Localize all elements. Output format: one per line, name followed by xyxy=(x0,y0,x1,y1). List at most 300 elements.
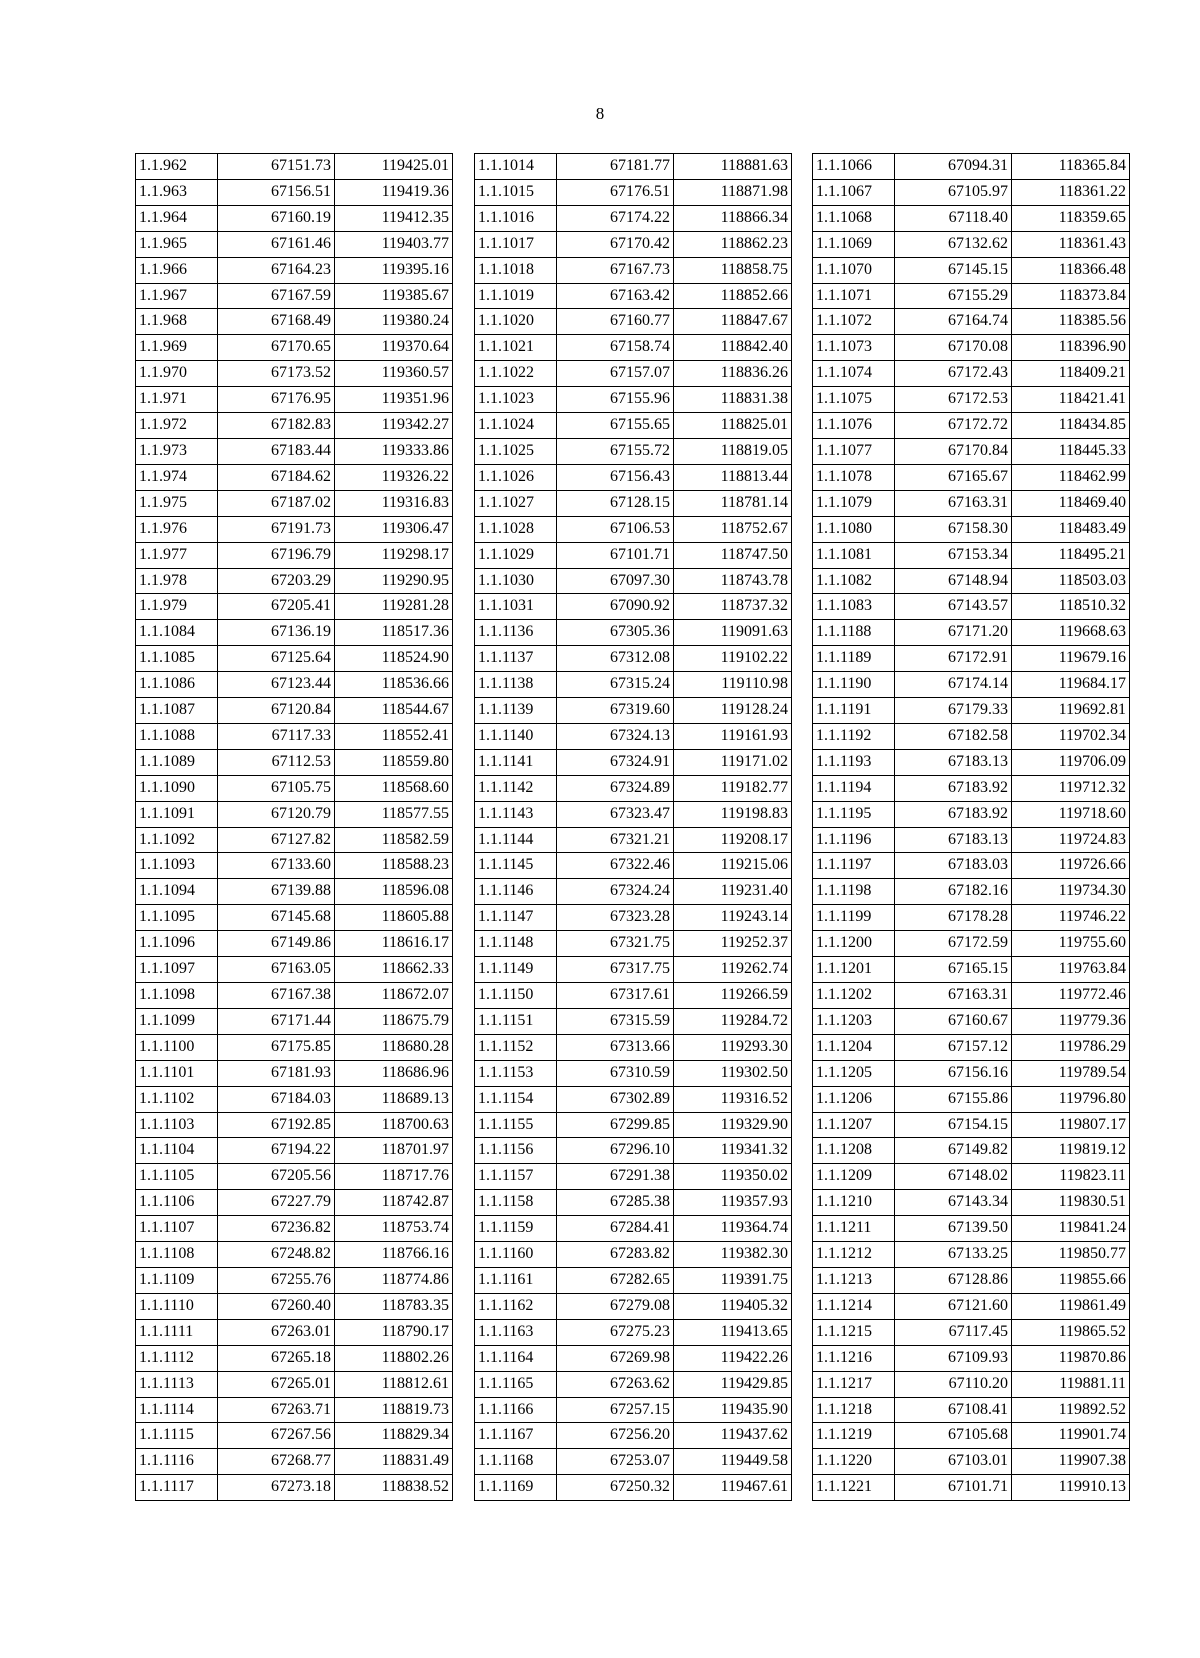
x-coordinate-cell: 67196.79 xyxy=(218,542,335,568)
table-row xyxy=(136,1216,453,1242)
x-coordinate-cell: 67156.16 xyxy=(895,1060,1012,1086)
point-id-cell: 1.1.1144 xyxy=(475,827,557,853)
point-id-cell: 1.1.1151 xyxy=(475,1008,557,1034)
x-coordinate-cell: 67322.46 xyxy=(557,853,674,879)
table-row xyxy=(475,1345,792,1371)
table-row xyxy=(813,983,1130,1009)
y-coordinate-cell: 119380.24 xyxy=(335,309,453,335)
x-coordinate-cell: 67183.13 xyxy=(895,749,1012,775)
x-coordinate-cell: 67120.84 xyxy=(218,698,335,724)
table-row xyxy=(475,179,792,205)
point-id-cell: 1.1.976 xyxy=(136,516,218,542)
point-id-cell: 1.1.1077 xyxy=(813,438,895,464)
table-row xyxy=(813,309,1130,335)
table-row xyxy=(475,1008,792,1034)
x-coordinate-cell: 67145.15 xyxy=(895,257,1012,283)
point-id-cell: 1.1.1028 xyxy=(475,516,557,542)
point-id-cell: 1.1.1089 xyxy=(136,749,218,775)
y-coordinate-cell: 119391.75 xyxy=(674,1267,792,1293)
table-row xyxy=(813,542,1130,568)
table-row xyxy=(813,1449,1130,1475)
table-row xyxy=(813,490,1130,516)
point-id-cell: 1.1.1074 xyxy=(813,361,895,387)
table-row xyxy=(813,1397,1130,1423)
y-coordinate-cell: 118524.90 xyxy=(335,646,453,672)
table-row xyxy=(475,154,792,180)
point-id-cell: 1.1.1136 xyxy=(475,620,557,646)
x-coordinate-cell: 67153.34 xyxy=(895,542,1012,568)
point-id-cell: 1.1.1216 xyxy=(813,1345,895,1371)
table-row xyxy=(813,620,1130,646)
y-coordinate-cell: 119316.52 xyxy=(674,1086,792,1112)
x-coordinate-cell: 67187.02 xyxy=(218,490,335,516)
x-coordinate-cell: 67263.71 xyxy=(218,1397,335,1423)
table-row xyxy=(136,257,453,283)
y-coordinate-cell: 118836.26 xyxy=(674,361,792,387)
table-row xyxy=(136,283,453,309)
y-coordinate-cell: 119357.93 xyxy=(674,1190,792,1216)
x-coordinate-cell: 67160.19 xyxy=(218,205,335,231)
point-id-cell: 1.1.1219 xyxy=(813,1423,895,1449)
x-coordinate-cell: 67164.23 xyxy=(218,257,335,283)
table-row xyxy=(475,1190,792,1216)
table-row xyxy=(136,1242,453,1268)
point-id-cell: 1.1.1086 xyxy=(136,672,218,698)
x-coordinate-cell: 67160.67 xyxy=(895,1008,1012,1034)
point-id-cell: 1.1.1113 xyxy=(136,1371,218,1397)
x-coordinate-cell: 67256.20 xyxy=(557,1423,674,1449)
table-row xyxy=(136,749,453,775)
x-coordinate-cell: 67165.15 xyxy=(895,957,1012,983)
y-coordinate-cell: 119684.17 xyxy=(1012,672,1130,698)
point-id-cell: 1.1.1163 xyxy=(475,1319,557,1345)
table-row xyxy=(475,723,792,749)
table-row xyxy=(475,1267,792,1293)
table-row xyxy=(136,154,453,180)
y-coordinate-cell: 119449.58 xyxy=(674,1449,792,1475)
y-coordinate-cell: 118544.67 xyxy=(335,698,453,724)
x-coordinate-cell: 67148.02 xyxy=(895,1164,1012,1190)
table-row xyxy=(136,698,453,724)
point-id-cell: 1.1.1087 xyxy=(136,698,218,724)
x-coordinate-cell: 67182.58 xyxy=(895,723,1012,749)
x-coordinate-cell: 67253.07 xyxy=(557,1449,674,1475)
y-coordinate-cell: 119413.65 xyxy=(674,1319,792,1345)
table-row xyxy=(475,490,792,516)
y-coordinate-cell: 119302.50 xyxy=(674,1060,792,1086)
table-row xyxy=(475,801,792,827)
table-row xyxy=(475,361,792,387)
x-coordinate-cell: 67163.31 xyxy=(895,983,1012,1009)
table-row xyxy=(475,1293,792,1319)
x-coordinate-cell: 67175.85 xyxy=(218,1034,335,1060)
x-coordinate-cell: 67321.75 xyxy=(557,931,674,957)
y-coordinate-cell: 118862.23 xyxy=(674,231,792,257)
point-id-cell: 1.1.1026 xyxy=(475,464,557,490)
point-id-cell: 1.1.1211 xyxy=(813,1216,895,1242)
point-id-cell: 1.1.975 xyxy=(136,490,218,516)
table-row xyxy=(813,827,1130,853)
point-id-cell: 1.1.1162 xyxy=(475,1293,557,1319)
table-row xyxy=(136,1319,453,1345)
point-id-cell: 1.1.1022 xyxy=(475,361,557,387)
table-row xyxy=(813,1138,1130,1164)
point-id-cell: 1.1.1076 xyxy=(813,413,895,439)
point-id-cell: 1.1.1164 xyxy=(475,1345,557,1371)
x-coordinate-cell: 67172.59 xyxy=(895,931,1012,957)
table-row xyxy=(813,1475,1130,1501)
point-id-cell: 1.1.1020 xyxy=(475,309,557,335)
point-id-cell: 1.1.1200 xyxy=(813,931,895,957)
y-coordinate-cell: 119706.09 xyxy=(1012,749,1130,775)
x-coordinate-cell: 67184.62 xyxy=(218,464,335,490)
point-id-cell: 1.1.1014 xyxy=(475,154,557,180)
point-id-cell: 1.1.972 xyxy=(136,413,218,439)
y-coordinate-cell: 119807.17 xyxy=(1012,1112,1130,1138)
x-coordinate-cell: 67157.07 xyxy=(557,361,674,387)
table-row xyxy=(813,568,1130,594)
table-row xyxy=(813,672,1130,698)
y-coordinate-cell: 118689.13 xyxy=(335,1086,453,1112)
x-coordinate-cell: 67139.88 xyxy=(218,879,335,905)
x-coordinate-cell: 67260.40 xyxy=(218,1293,335,1319)
x-coordinate-cell: 67105.68 xyxy=(895,1423,1012,1449)
table-row xyxy=(813,775,1130,801)
y-coordinate-cell: 118361.43 xyxy=(1012,231,1130,257)
point-id-cell: 1.1.1021 xyxy=(475,335,557,361)
x-coordinate-cell: 67194.22 xyxy=(218,1138,335,1164)
table-row xyxy=(136,672,453,698)
table-row xyxy=(813,1293,1130,1319)
y-coordinate-cell: 118469.40 xyxy=(1012,490,1130,516)
table-row xyxy=(813,1345,1130,1371)
y-coordinate-cell: 118747.50 xyxy=(674,542,792,568)
y-coordinate-cell: 118812.61 xyxy=(335,1371,453,1397)
y-coordinate-cell: 118495.21 xyxy=(1012,542,1130,568)
x-coordinate-cell: 67127.82 xyxy=(218,827,335,853)
point-id-cell: 1.1.1194 xyxy=(813,775,895,801)
x-coordinate-cell: 67101.71 xyxy=(895,1475,1012,1501)
x-coordinate-cell: 67155.72 xyxy=(557,438,674,464)
table-row xyxy=(475,438,792,464)
point-id-cell: 1.1.967 xyxy=(136,283,218,309)
table-row xyxy=(475,1138,792,1164)
point-id-cell: 1.1.1148 xyxy=(475,931,557,957)
x-coordinate-cell: 67143.57 xyxy=(895,594,1012,620)
x-coordinate-cell: 67321.21 xyxy=(557,827,674,853)
y-coordinate-cell: 118605.88 xyxy=(335,905,453,931)
point-id-cell: 1.1.1108 xyxy=(136,1242,218,1268)
table-row xyxy=(136,827,453,853)
table-row xyxy=(136,1060,453,1086)
x-coordinate-cell: 67157.12 xyxy=(895,1034,1012,1060)
y-coordinate-cell: 118825.01 xyxy=(674,413,792,439)
y-coordinate-cell: 119231.40 xyxy=(674,879,792,905)
x-coordinate-cell: 67172.91 xyxy=(895,646,1012,672)
x-coordinate-cell: 67315.24 xyxy=(557,672,674,698)
y-coordinate-cell: 118385.56 xyxy=(1012,309,1130,335)
table-row xyxy=(475,698,792,724)
table-row xyxy=(813,931,1130,957)
x-coordinate-cell: 67103.01 xyxy=(895,1449,1012,1475)
y-coordinate-cell: 119333.86 xyxy=(335,438,453,464)
point-id-cell: 1.1.1220 xyxy=(813,1449,895,1475)
table-row xyxy=(136,723,453,749)
y-coordinate-cell: 118568.60 xyxy=(335,775,453,801)
y-coordinate-cell: 118365.84 xyxy=(1012,154,1130,180)
table-row xyxy=(813,594,1130,620)
table-row xyxy=(475,983,792,1009)
table-row xyxy=(136,1475,453,1501)
table-row xyxy=(475,1242,792,1268)
point-id-cell: 1.1.962 xyxy=(136,154,218,180)
point-id-cell: 1.1.1190 xyxy=(813,672,895,698)
point-id-cell: 1.1.1215 xyxy=(813,1319,895,1345)
y-coordinate-cell: 119403.77 xyxy=(335,231,453,257)
y-coordinate-cell: 118753.74 xyxy=(335,1216,453,1242)
table-row xyxy=(475,283,792,309)
point-id-cell: 1.1.1085 xyxy=(136,646,218,672)
page-number: 8 xyxy=(595,104,605,123)
point-id-cell: 1.1.1098 xyxy=(136,983,218,1009)
point-id-cell: 1.1.1168 xyxy=(475,1449,557,1475)
table-row xyxy=(813,516,1130,542)
y-coordinate-cell: 118774.86 xyxy=(335,1267,453,1293)
table-row xyxy=(813,361,1130,387)
x-coordinate-cell: 67164.74 xyxy=(895,309,1012,335)
x-coordinate-cell: 67263.01 xyxy=(218,1319,335,1345)
point-id-cell: 1.1.1096 xyxy=(136,931,218,957)
y-coordinate-cell: 119435.90 xyxy=(674,1397,792,1423)
table-row xyxy=(136,413,453,439)
point-id-cell: 1.1.1068 xyxy=(813,205,895,231)
point-id-cell: 1.1.1016 xyxy=(475,205,557,231)
point-id-cell: 1.1.1083 xyxy=(813,594,895,620)
x-coordinate-cell: 67161.46 xyxy=(218,231,335,257)
y-coordinate-cell: 119419.36 xyxy=(335,179,453,205)
table-row xyxy=(813,801,1130,827)
point-id-cell: 1.1.1189 xyxy=(813,646,895,672)
point-id-cell: 1.1.978 xyxy=(136,568,218,594)
table-row xyxy=(475,1164,792,1190)
point-id-cell: 1.1.1094 xyxy=(136,879,218,905)
point-id-cell: 1.1.1196 xyxy=(813,827,895,853)
y-coordinate-cell: 118700.63 xyxy=(335,1112,453,1138)
x-coordinate-cell: 67183.13 xyxy=(895,827,1012,853)
table-row xyxy=(813,335,1130,361)
table-row xyxy=(136,1345,453,1371)
x-coordinate-cell: 67324.89 xyxy=(557,775,674,801)
point-id-cell: 1.1.1100 xyxy=(136,1034,218,1060)
y-coordinate-cell: 119724.83 xyxy=(1012,827,1130,853)
y-coordinate-cell: 119786.29 xyxy=(1012,1034,1130,1060)
table-row xyxy=(813,698,1130,724)
y-coordinate-cell: 118672.07 xyxy=(335,983,453,1009)
x-coordinate-cell: 67248.82 xyxy=(218,1242,335,1268)
x-coordinate-cell: 67148.94 xyxy=(895,568,1012,594)
table-row xyxy=(475,646,792,672)
y-coordinate-cell: 118838.52 xyxy=(335,1475,453,1501)
y-coordinate-cell: 118361.22 xyxy=(1012,179,1130,205)
x-coordinate-cell: 67268.77 xyxy=(218,1449,335,1475)
x-coordinate-cell: 67151.73 xyxy=(218,154,335,180)
y-coordinate-cell: 118680.28 xyxy=(335,1034,453,1060)
coordinates-table-2 xyxy=(474,153,792,1501)
table-row xyxy=(475,464,792,490)
x-coordinate-cell: 67312.08 xyxy=(557,646,674,672)
table-row xyxy=(136,1138,453,1164)
table-row xyxy=(475,853,792,879)
x-coordinate-cell: 67265.01 xyxy=(218,1371,335,1397)
y-coordinate-cell: 118781.14 xyxy=(674,490,792,516)
table-row xyxy=(475,931,792,957)
table-row xyxy=(136,775,453,801)
y-coordinate-cell: 119102.22 xyxy=(674,646,792,672)
table-row xyxy=(813,1112,1130,1138)
y-coordinate-cell: 119341.32 xyxy=(674,1138,792,1164)
x-coordinate-cell: 67155.96 xyxy=(557,387,674,413)
x-coordinate-cell: 67167.59 xyxy=(218,283,335,309)
point-id-cell: 1.1.1081 xyxy=(813,542,895,568)
point-id-cell: 1.1.963 xyxy=(136,179,218,205)
point-id-cell: 1.1.1088 xyxy=(136,723,218,749)
table-row xyxy=(475,827,792,853)
x-coordinate-cell: 67172.72 xyxy=(895,413,1012,439)
point-id-cell: 1.1.1145 xyxy=(475,853,557,879)
x-coordinate-cell: 67145.68 xyxy=(218,905,335,931)
y-coordinate-cell: 118752.67 xyxy=(674,516,792,542)
x-coordinate-cell: 67285.38 xyxy=(557,1190,674,1216)
table-row xyxy=(136,179,453,205)
y-coordinate-cell: 118582.59 xyxy=(335,827,453,853)
table-row xyxy=(136,542,453,568)
x-coordinate-cell: 67317.61 xyxy=(557,983,674,1009)
table-row xyxy=(475,516,792,542)
x-coordinate-cell: 67305.36 xyxy=(557,620,674,646)
x-coordinate-cell: 67184.03 xyxy=(218,1086,335,1112)
y-coordinate-cell: 118866.34 xyxy=(674,205,792,231)
table-row xyxy=(136,879,453,905)
x-coordinate-cell: 67136.19 xyxy=(218,620,335,646)
point-id-cell: 1.1.1070 xyxy=(813,257,895,283)
x-coordinate-cell: 67192.85 xyxy=(218,1112,335,1138)
y-coordinate-cell: 119746.22 xyxy=(1012,905,1130,931)
x-coordinate-cell: 67171.44 xyxy=(218,1008,335,1034)
x-coordinate-cell: 67182.16 xyxy=(895,879,1012,905)
point-id-cell: 1.1.973 xyxy=(136,438,218,464)
point-id-cell: 1.1.1069 xyxy=(813,231,895,257)
y-coordinate-cell: 119091.63 xyxy=(674,620,792,646)
y-coordinate-cell: 119326.22 xyxy=(335,464,453,490)
y-coordinate-cell: 119425.01 xyxy=(335,154,453,180)
x-coordinate-cell: 67120.79 xyxy=(218,801,335,827)
x-coordinate-cell: 67171.20 xyxy=(895,620,1012,646)
y-coordinate-cell: 119128.24 xyxy=(674,698,792,724)
x-coordinate-cell: 67296.10 xyxy=(557,1138,674,1164)
x-coordinate-cell: 67183.44 xyxy=(218,438,335,464)
point-id-cell: 1.1.1221 xyxy=(813,1475,895,1501)
point-id-cell: 1.1.1158 xyxy=(475,1190,557,1216)
x-coordinate-cell: 67205.41 xyxy=(218,594,335,620)
y-coordinate-cell: 119262.74 xyxy=(674,957,792,983)
y-coordinate-cell: 118373.84 xyxy=(1012,283,1130,309)
point-id-cell: 1.1.1218 xyxy=(813,1397,895,1423)
x-coordinate-cell: 67167.73 xyxy=(557,257,674,283)
table-row xyxy=(136,464,453,490)
y-coordinate-cell: 118737.32 xyxy=(674,594,792,620)
table-row xyxy=(475,257,792,283)
y-coordinate-cell: 118396.90 xyxy=(1012,335,1130,361)
x-coordinate-cell: 67291.38 xyxy=(557,1164,674,1190)
x-coordinate-cell: 67176.51 xyxy=(557,179,674,205)
table-row xyxy=(813,1086,1130,1112)
y-coordinate-cell: 118783.35 xyxy=(335,1293,453,1319)
table-row xyxy=(813,1267,1130,1293)
point-id-cell: 1.1.968 xyxy=(136,309,218,335)
x-coordinate-cell: 67255.76 xyxy=(218,1267,335,1293)
y-coordinate-cell: 119692.81 xyxy=(1012,698,1130,724)
x-coordinate-cell: 67149.82 xyxy=(895,1138,1012,1164)
point-id-cell: 1.1.1146 xyxy=(475,879,557,905)
x-coordinate-cell: 67263.62 xyxy=(557,1371,674,1397)
y-coordinate-cell: 118445.33 xyxy=(1012,438,1130,464)
x-coordinate-cell: 67324.91 xyxy=(557,749,674,775)
x-coordinate-cell: 67313.66 xyxy=(557,1034,674,1060)
table-row xyxy=(475,1475,792,1501)
point-id-cell: 1.1.1017 xyxy=(475,231,557,257)
x-coordinate-cell: 67163.05 xyxy=(218,957,335,983)
point-id-cell: 1.1.1097 xyxy=(136,957,218,983)
y-coordinate-cell: 118881.63 xyxy=(674,154,792,180)
x-coordinate-cell: 67117.33 xyxy=(218,723,335,749)
point-id-cell: 1.1.1023 xyxy=(475,387,557,413)
point-id-cell: 1.1.1157 xyxy=(475,1164,557,1190)
x-coordinate-cell: 67155.65 xyxy=(557,413,674,439)
point-id-cell: 1.1.1154 xyxy=(475,1086,557,1112)
point-id-cell: 1.1.1031 xyxy=(475,594,557,620)
point-id-cell: 1.1.1152 xyxy=(475,1034,557,1060)
y-coordinate-cell: 119412.35 xyxy=(335,205,453,231)
table-row xyxy=(136,1293,453,1319)
y-coordinate-cell: 118675.79 xyxy=(335,1008,453,1034)
y-coordinate-cell: 118742.87 xyxy=(335,1190,453,1216)
x-coordinate-cell: 67170.84 xyxy=(895,438,1012,464)
point-id-cell: 1.1.1111 xyxy=(136,1319,218,1345)
table-row xyxy=(475,905,792,931)
point-id-cell: 1.1.1091 xyxy=(136,801,218,827)
table-row xyxy=(475,542,792,568)
x-coordinate-cell: 67317.75 xyxy=(557,957,674,983)
coordinates-table-3 xyxy=(812,153,1130,1501)
y-coordinate-cell: 119298.17 xyxy=(335,542,453,568)
y-coordinate-cell: 118802.26 xyxy=(335,1345,453,1371)
table-row xyxy=(475,205,792,231)
x-coordinate-cell: 67269.98 xyxy=(557,1345,674,1371)
table-row xyxy=(475,957,792,983)
x-coordinate-cell: 67160.77 xyxy=(557,309,674,335)
y-coordinate-cell: 119861.49 xyxy=(1012,1293,1130,1319)
x-coordinate-cell: 67315.59 xyxy=(557,1008,674,1034)
y-coordinate-cell: 119850.77 xyxy=(1012,1242,1130,1268)
y-coordinate-cell: 119881.11 xyxy=(1012,1371,1130,1397)
x-coordinate-cell: 67174.14 xyxy=(895,672,1012,698)
y-coordinate-cell: 119198.83 xyxy=(674,801,792,827)
point-id-cell: 1.1.1093 xyxy=(136,853,218,879)
table-row xyxy=(813,283,1130,309)
table-row xyxy=(813,1034,1130,1060)
table-row xyxy=(813,749,1130,775)
x-coordinate-cell: 67139.50 xyxy=(895,1216,1012,1242)
